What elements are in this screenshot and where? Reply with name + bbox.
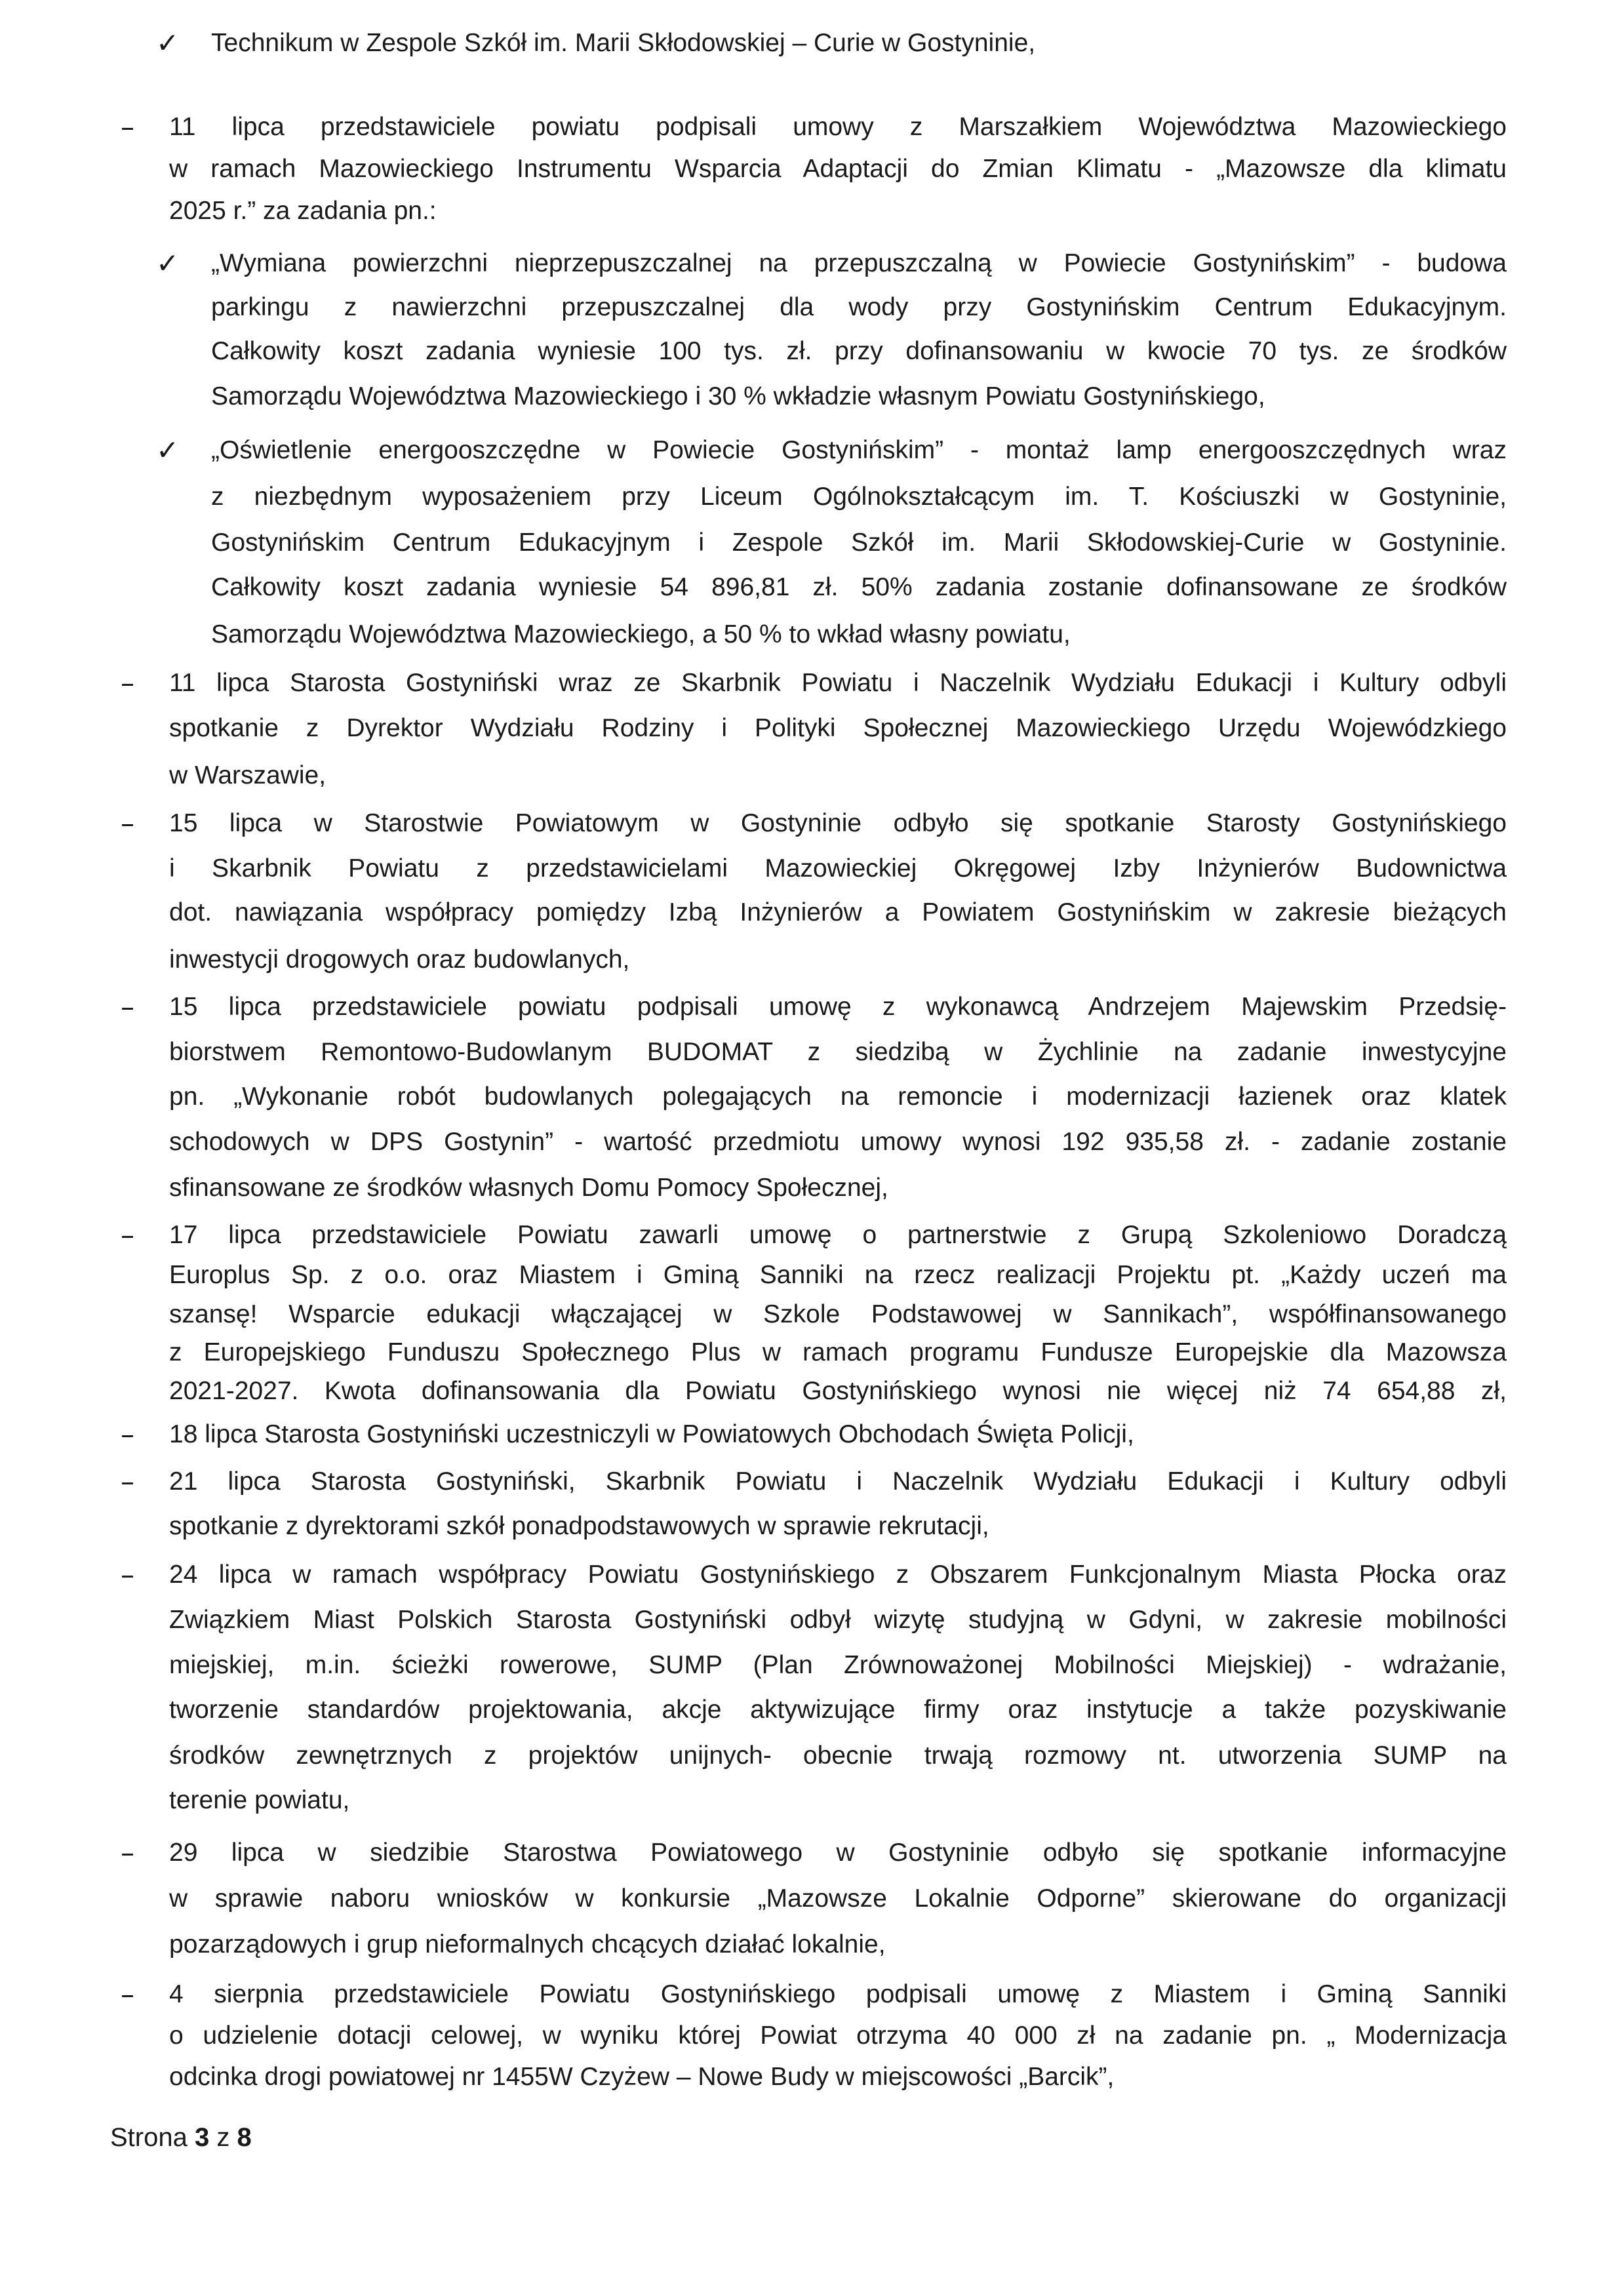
text-line: Związkiem Miast Polskich Starosta Gostyniński odbył wizytę studyjną w Gdyni, w zakresie mobilności bbox=[169, 1606, 1507, 1634]
text-line: w ramach Mazowieckiego Instrumentu Wsparcia Adaptacji do Zmian Klimatu - „Mazowsze dla klimatu bbox=[169, 155, 1507, 183]
text-line: 4 sierpnia przedstawiciele Powiatu Gostynińskiego podpisali umowę z Miastem i Gminą Sanniki bbox=[169, 1980, 1507, 2008]
text-line: terenie powiatu, bbox=[169, 1786, 350, 1814]
text-line: Gostynińskim Centrum Edukacyjnym i Zespole Szkół im. Marii Skłodowskiej-Curie w Gostyninie. bbox=[211, 528, 1507, 557]
text-line: 2025 r.” za zadania pn.: bbox=[169, 197, 437, 225]
text-line: 11 lipca Starosta Gostyniński wraz ze Skarbnik Powiatu i Naczelnik Wydziału Edukacji i Kultury odbyli bbox=[169, 669, 1507, 697]
text-line: sfinansowane ze środków własnych Domu Pomocy Społecznej, bbox=[169, 1174, 888, 1202]
checkmark-icon: ✓ bbox=[156, 434, 180, 466]
text-line: „Wymiana powierzchni nieprzepuszczalnej na przepuszczalną w Powiecie Gostynińskim” - budowa bbox=[211, 249, 1507, 277]
text-line: środków zewnętrznych z projektów unijnych- obecnie trwają rozmowy nt. utworzenia SUMP na bbox=[169, 1741, 1507, 1770]
text-line: z Europejskiego Funduszu Społecznego Plus w ramach programu Fundusze Europejskie dla Mazowsza bbox=[169, 1338, 1507, 1366]
text-line: tworzenie standardów projektowania, akcje aktywizujące firmy oraz instytucje a także pozyskiwanie bbox=[169, 1696, 1507, 1724]
dash-bullet-icon: – bbox=[121, 1219, 134, 1251]
text-line: miejskiej, m.in. ścieżki rowerowe, SUMP (Plan Zrównoważonej Mobilności Miejskiej) - wdrażanie, bbox=[169, 1651, 1507, 1679]
text-line: 15 lipca przedstawiciele powiatu podpisali umowę z wykonawcą Andrzejem Majewskim Przedsię- bbox=[169, 993, 1507, 1021]
checkmark-icon: ✓ bbox=[156, 247, 180, 279]
page-total: 8 bbox=[237, 2123, 252, 2152]
page-label: Strona bbox=[110, 2123, 188, 2152]
page-current: 3 bbox=[194, 2123, 210, 2152]
checkmark-icon: ✓ bbox=[156, 27, 180, 59]
dash-bullet-icon: – bbox=[121, 1978, 134, 2010]
text-line: 29 lipca w siedzibie Starostwa Powiatowego w Gostyninie odbyło się spotkanie informacyjne bbox=[169, 1838, 1507, 1867]
text-line: Europlus Sp. z o.o. oraz Miastem i Gminą Sanniki na rzecz realizacji Projektu pt. „Każdy uczeń ma bbox=[169, 1261, 1507, 1289]
text-line: 15 lipca w Starostwie Powiatowym w Gostyninie odbyło się spotkanie Starosty Gostynińskiego bbox=[169, 809, 1507, 837]
text-line: 24 lipca w ramach współpracy Powiatu Gostynińskiego z Obszarem Funkcjonalnym Miasta Płocka oraz bbox=[169, 1560, 1507, 1589]
dash-bullet-icon: – bbox=[121, 1418, 134, 1450]
text-line: dot. nawiązania współpracy pomiędzy Izbą Inżynierów a Powiatem Gostynińskim w zakresie bieżących bbox=[169, 898, 1507, 926]
text-line: i Skarbnik Powiatu z przedstawicielami Mazowieckiej Okręgowej Izby Inżynierów Budownictwa bbox=[169, 854, 1507, 883]
dash-bullet-icon: – bbox=[121, 667, 134, 699]
text-line: odcinka drogi powiatowej nr 1455W Czyżew – Nowe Budy w miejscowości „Barcik”, bbox=[169, 2063, 1115, 2091]
text-line: szansę! Wsparcie edukacji włączającej w Szkole Podstawowej w Sannikach”, współfinansowanego bbox=[169, 1300, 1507, 1328]
dash-bullet-icon: – bbox=[121, 991, 134, 1023]
text-line: Technikum w Zespole Szkół im. Marii Skłodowskiej – Curie w Gostyninie, bbox=[211, 29, 1036, 57]
text-line: z niezbędnym wyposażeniem przy Liceum Ogólnokształcącym im. T. Kościuszki w Gostyninie, bbox=[211, 483, 1507, 511]
dash-bullet-icon: – bbox=[121, 1559, 134, 1591]
text-line: spotkanie z Dyrektor Wydziału Rodziny i Polityki Społecznej Mazowieckiego Urzędu Wojewódzkiego bbox=[169, 714, 1507, 742]
text-line: 21 lipca Starosta Gostyniński, Skarbnik Powiatu i Naczelnik Wydziału Edukacji i Kultury odbyli bbox=[169, 1467, 1507, 1496]
text-line: w Warszawie, bbox=[169, 761, 327, 789]
page-separator: z bbox=[216, 2123, 230, 2152]
text-line: „Oświetlenie energooszczędne w Powiecie Gostynińskim” - montaż lamp energooszczędnych wraz bbox=[211, 436, 1507, 464]
text-line: parkingu z nawierzchni przepuszczalnej dla wody przy Gostynińskim Centrum Edukacyjnym. bbox=[211, 293, 1507, 321]
text-line: spotkanie z dyrektorami szkół ponadpodstawowych w sprawie rekrutacji, bbox=[169, 1512, 989, 1540]
text-line: schodowych w DPS Gostynin” - wartość przedmiotu umowy wynosi 192 935,58 zł. - zadanie zostanie bbox=[169, 1128, 1507, 1156]
text-line: Samorządu Województwa Mazowieckiego, a 50 % to wkład własny powiatu, bbox=[211, 620, 1071, 648]
text-line: Samorządu Województwa Mazowieckiego i 30 % wkładzie własnym Powiatu Gostynińskiego, bbox=[211, 382, 1265, 410]
page-footer bbox=[110, 2118, 252, 2157]
text-line: Całkowity koszt zadania wyniesie 54 896,81 zł. 50% zadania zostanie dofinansowane ze środków bbox=[211, 573, 1507, 601]
text-line: pozarządowych i grup nieformalnych chcących działać lokalnie, bbox=[169, 1930, 886, 1958]
text-line: w sprawie naboru wniosków w konkursie „Mazowsze Lokalnie Odporne” skierowane do organizacji bbox=[169, 1884, 1507, 1913]
dash-bullet-icon: – bbox=[121, 807, 134, 839]
text-line: biorstwem Remontowo-Budowlanym BUDOMAT z siedzibą w Żychlinie na zadanie inwestycyjne bbox=[169, 1038, 1507, 1066]
text-line: pn. „Wykonanie robót budowlanych polegających na remoncie i modernizacji łazienek oraz klatek bbox=[169, 1083, 1507, 1111]
dash-bullet-icon: – bbox=[121, 111, 134, 143]
text-line: 11 lipca przedstawiciele powiatu podpisali umowy z Marszałkiem Województwa Mazowieckiego bbox=[169, 113, 1507, 141]
text-line: 2021-2027. Kwota dofinansowania dla Powiatu Gostynińskiego wynosi nie więcej niż 74 654,88 zł, bbox=[169, 1377, 1507, 1405]
text-line: 17 lipca przedstawiciele Powiatu zawarli umowę o partnerstwie z Grupą Szkoleniowo Doradczą bbox=[169, 1221, 1507, 1249]
text-line: o udzielenie dotacji celowej, w wyniku której Powiat otrzyma 40 000 zł na zadanie pn. „ Modernizacja bbox=[169, 2021, 1507, 2050]
dash-bullet-icon: – bbox=[121, 1465, 134, 1498]
dash-bullet-icon: – bbox=[121, 1837, 134, 1869]
text-line: Całkowity koszt zadania wyniesie 100 tys. zł. przy dofinansowaniu w kwocie 70 tys. ze środków bbox=[211, 337, 1507, 365]
text-line: 18 lipca Starosta Gostyniński uczestniczyli w Powiatowych Obchodach Święta Policji, bbox=[169, 1420, 1134, 1448]
text-line: inwestycji drogowych oraz budowlanych, bbox=[169, 945, 630, 974]
